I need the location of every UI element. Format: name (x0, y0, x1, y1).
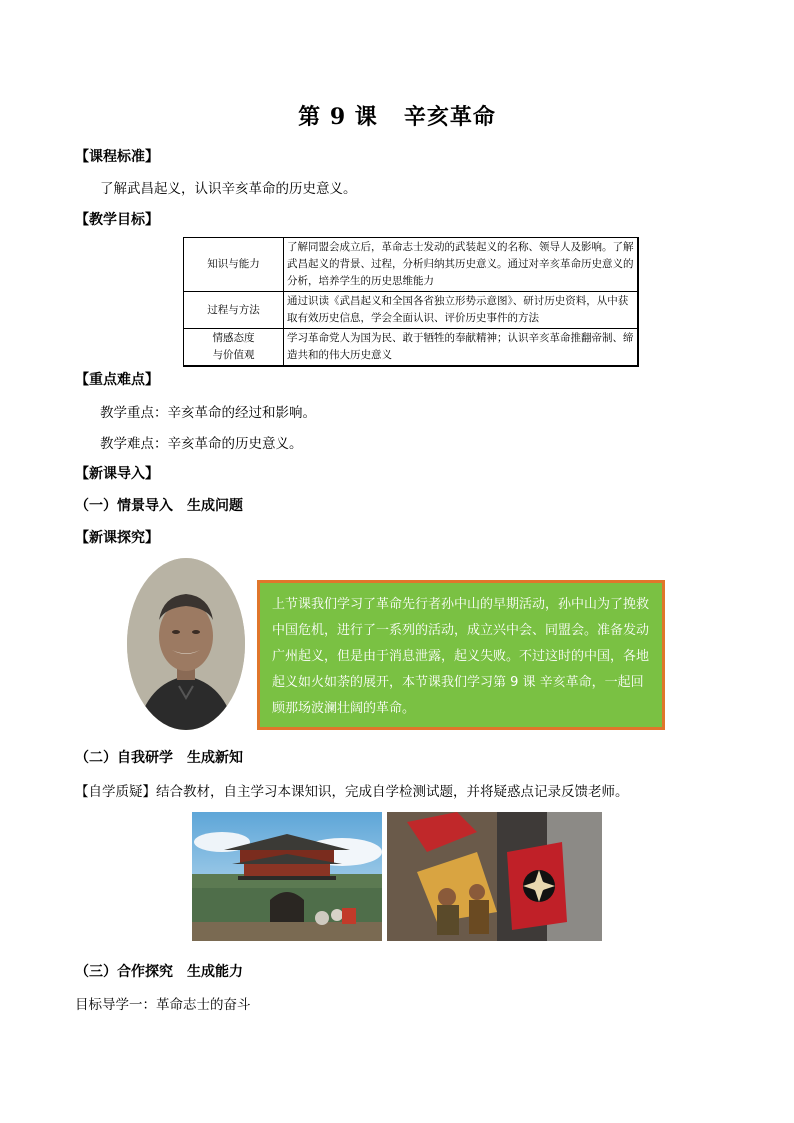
uprising-painting (387, 812, 602, 941)
objective-value: 学习革命党人为国为民、敢于牺牲的奉献精神；认识辛亥革命推翻帝制、缔造共和的伟大历史意义 (284, 329, 639, 367)
objective-key-line2: 与价值观 (212, 349, 255, 361)
focus-text: 教学重点：辛亥革命的经过和影响。 (100, 405, 316, 421)
gate-tower-image (192, 812, 382, 941)
self-study-text: 结合教材，自主学习本课知识，完成自学检测试题，并将疑惑点记录反馈老师。 (156, 784, 629, 800)
table-row (184, 238, 639, 292)
curriculum-text: 了解武昌起义，认识辛亥革命的历史意义。 (100, 181, 357, 197)
cooperation-heading: （三）合作探究 生成能力 (75, 964, 243, 980)
objective-key: 知识与能力 (184, 238, 284, 292)
keypoints-heading: 【重点难点】 (75, 372, 159, 388)
sun-yatsen-portrait (127, 558, 245, 730)
objective-value: 通过识读《武昌起义和全国各省独立形势示意图》、研讨历史资料，从中获取有效历史信息，学会全面认识、评价历史事件的方法 (284, 292, 639, 329)
intro-heading: 【新课导入】 (75, 466, 159, 482)
difficulty-text: 教学难点：辛亥革命的历史意义。 (100, 436, 303, 452)
curriculum-heading: 【课程标准】 (75, 149, 159, 165)
intro-text-box: 上节课我们学习了革命先行者孙中山的早期活动，孙中山为了挽救中国危机，进行了一系列的活动，成立兴中会、同盟会。准备发动广州起义，但是由于消息泄露，起义失败。不过这时的中国，各地起义如火如荼的展开，本节课我们学习第 9 课 辛亥革命，一起回顾那场波澜壮阔的革命。 (257, 580, 665, 730)
gate-tower-photo (192, 812, 382, 941)
objective-key-line1: 情感态度 (212, 332, 255, 344)
objective-key (184, 329, 284, 367)
table-row (184, 292, 639, 329)
self-study-tag: 【自学质疑】 (75, 784, 156, 800)
uprising-image (387, 812, 602, 941)
self-study-heading: （二）自我研学 生成新知 (75, 750, 243, 766)
portrait-image (127, 558, 245, 730)
page-title: 第 9 课 辛亥革命 (298, 104, 496, 130)
table-row (184, 329, 639, 367)
goal-1-text: 目标导学一：革命志士的奋斗 (75, 997, 251, 1013)
objectives-heading: 【教学目标】 (75, 212, 159, 228)
self-study-line (75, 780, 629, 800)
intro-subheading: （一）情景导入 生成问题 (75, 498, 243, 514)
objective-key: 过程与方法 (184, 292, 284, 329)
objectives-table (183, 237, 639, 367)
explore-heading: 【新课探究】 (75, 530, 159, 546)
objective-value: 了解同盟会成立后，革命志士发动的武装起义的名称、领导人及影响。了解武昌起义的背景、过程，分析归纳其历史意义。通过对辛亥革命历史意义的分析，培养学生的历史思维能力 (284, 238, 639, 292)
